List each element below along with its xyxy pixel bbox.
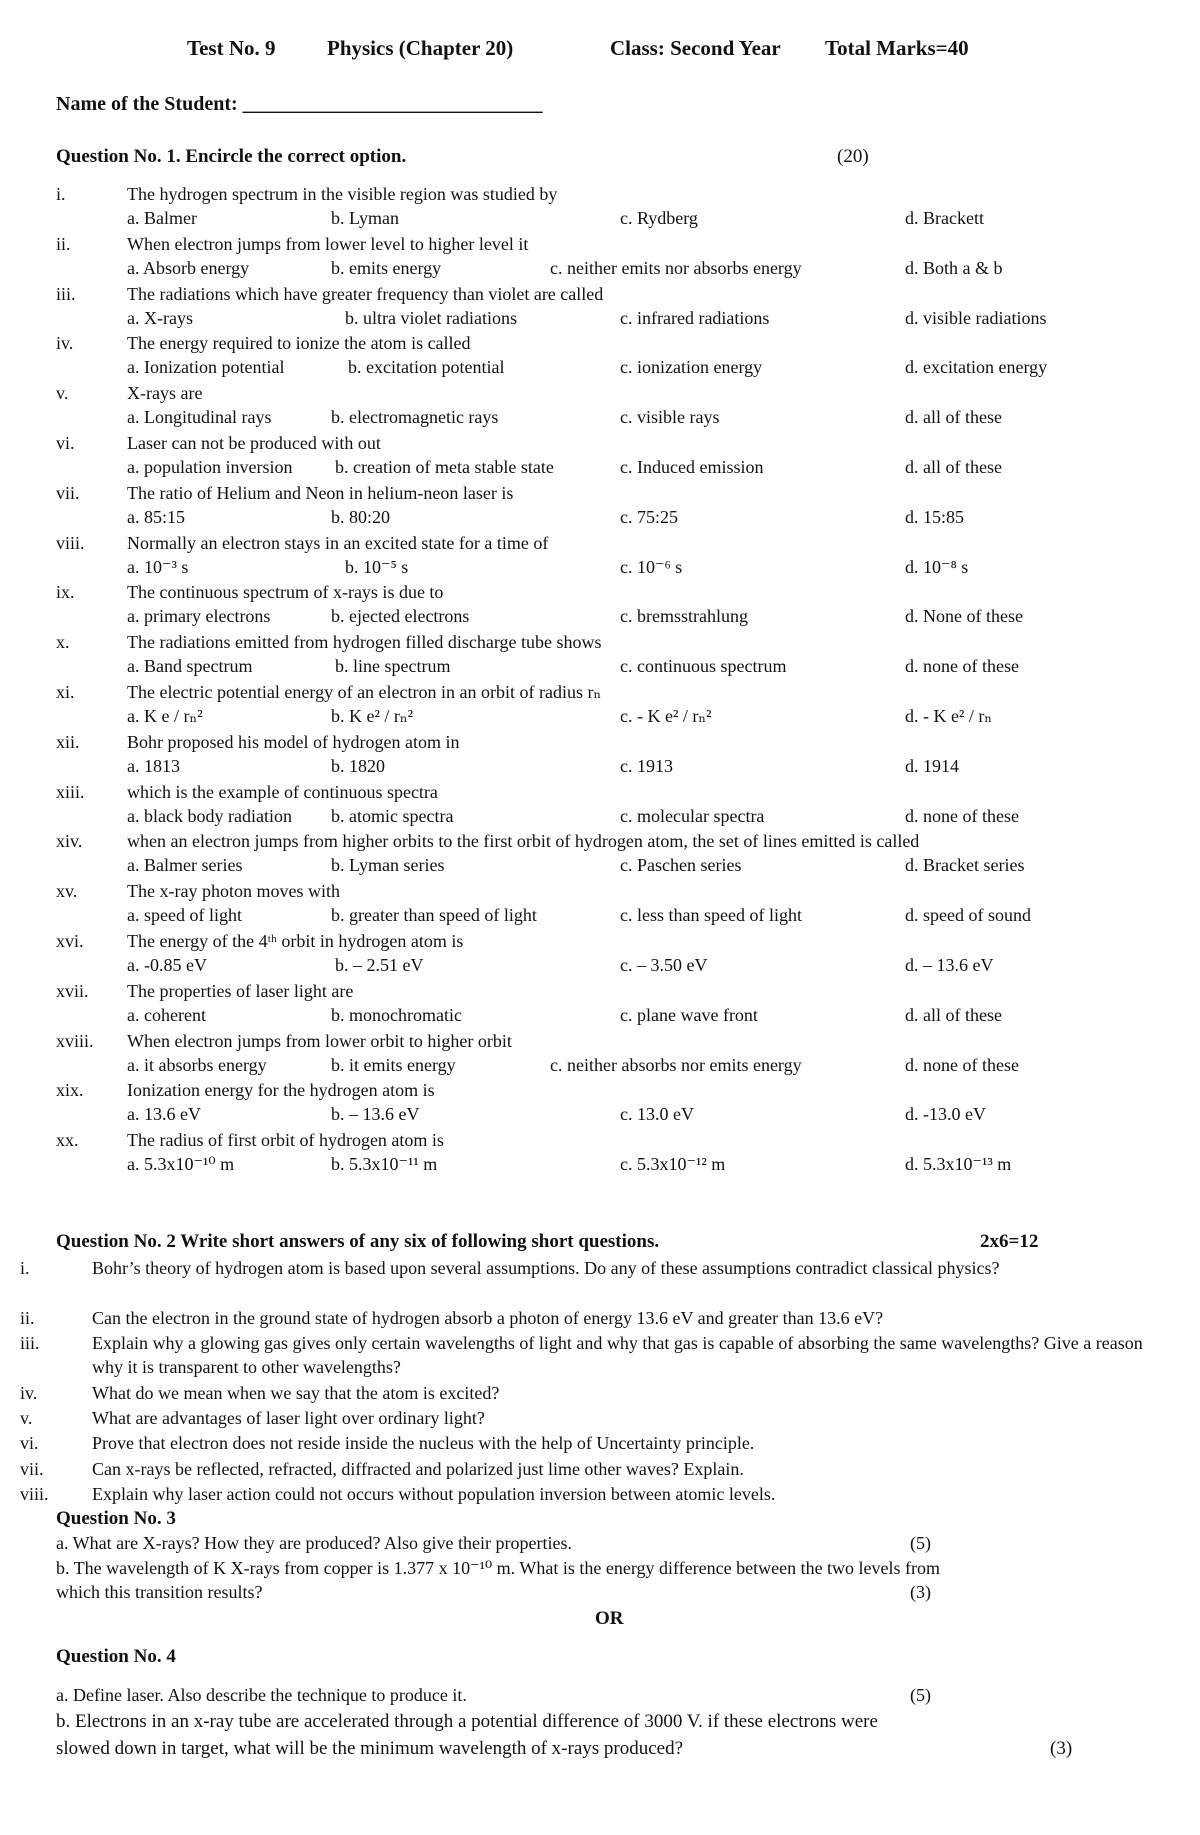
q1-option-b[interactable]: b. emits energy (331, 257, 442, 278)
q1-option-a[interactable]: a. primary electrons (127, 606, 271, 627)
q1-item-number: xvii. (56, 980, 89, 1001)
q2-list-item (20, 1306, 1152, 1330)
q1-item-number: vi. (56, 433, 75, 453)
q1-option-b[interactable]: b. K e² / rₙ² (331, 706, 414, 726)
q1-question-text: which is the example of continuous spectra (127, 781, 438, 802)
q2-item-number: v. (20, 1408, 33, 1428)
q1-question-text: The hydrogen spectrum in the visible region was studied by (127, 184, 558, 204)
q1-option-a[interactable]: a. Absorb energy (127, 257, 250, 278)
q2-item-number: vii. (20, 1459, 44, 1479)
q2-list-item (20, 1381, 1152, 1405)
q1-option-c[interactable]: c. neither absorbs nor emits energy (550, 1054, 802, 1075)
q1-option-d[interactable]: d. 15:85 (905, 506, 965, 527)
q1-marks: (20) (837, 146, 869, 167)
q1-option-c[interactable]: c. – 3.50 eV (620, 955, 708, 975)
q1-item-number: viii. (56, 532, 85, 553)
q1-option-b[interactable]: b. 80:20 (331, 506, 391, 527)
student-name-label: Name of the Student: ______________________________ (56, 93, 543, 115)
q2-item-text: What do we mean when we say that the atom is excited? (92, 1383, 500, 1403)
q1-item-number: xv. (56, 881, 78, 902)
q1-option-d[interactable]: d. all of these (905, 407, 1002, 428)
q1-item-number: xiv. (56, 831, 83, 852)
q3-part-b-marks: (3) (910, 1582, 931, 1602)
total-marks: Total Marks=40 (825, 36, 969, 60)
q1-option-d[interactable]: d. all of these (905, 457, 1002, 477)
q2-list-item (20, 1256, 1152, 1280)
q1-option-c[interactable]: c. 5.3x10⁻¹² m (620, 1154, 726, 1175)
q1-option-a[interactable]: a. black body radiation (127, 805, 292, 826)
q1-question-text: The energy required to ionize the atom is called (127, 333, 471, 354)
q1-option-d[interactable]: d. excitation energy (905, 357, 1048, 378)
q1-question-text: The radiations which have greater frequency than violet are called (127, 283, 604, 304)
q1-item-number: i. (56, 184, 66, 204)
q1-option-c[interactable]: c. continuous spectrum (620, 656, 787, 677)
q2-item-number: viii. (20, 1484, 49, 1504)
q1-option-c[interactable]: c. infrared radiations (620, 307, 770, 328)
q1-option-a[interactable]: a. 5.3x10⁻¹⁰ m (127, 1154, 235, 1175)
q1-option-c[interactable]: c. 13.0 eV (620, 1104, 694, 1125)
q1-title: Question No. 1. Encircle the correct option. (56, 146, 407, 167)
q2-item-text: Explain why laser action could not occurs without population inversion between atomic levels. (92, 1484, 776, 1504)
q1-option-b[interactable]: b. greater than speed of light (331, 905, 537, 926)
q1-option-c[interactable]: c. 1913 (620, 755, 673, 776)
q1-option-d[interactable]: d. none of these (905, 1054, 1019, 1075)
q4-part-a: a. Define laser. Also describe the technique to produce it. (56, 1685, 467, 1705)
q1-question-text: The x-ray photon moves with (127, 881, 340, 902)
q2-list-item (20, 1482, 1152, 1506)
q1-option-c[interactable]: c. molecular spectra (620, 805, 765, 826)
q1-option-d[interactable]: d. - K e² / rₙ (905, 706, 993, 726)
q1-option-a[interactable]: a. Longitudinal rays (127, 407, 272, 428)
q2-item-text: Can x-rays be reflected, refracted, diffracted and polarized just lime other waves? Explain. (92, 1459, 744, 1479)
q1-option-b[interactable]: b. 5.3x10⁻¹¹ m (331, 1154, 438, 1175)
q1-item-number: xii. (56, 731, 80, 752)
q4-part-b-line1: b. Electrons in an x-ray tube are accelerated through a potential difference of 3000 V. if these electrons were (56, 1711, 878, 1732)
q1-option-c[interactable]: c. neither emits nor absorbs energy (550, 257, 802, 278)
q2-list-item (20, 1431, 1152, 1455)
q1-option-b[interactable]: b. Lyman series (331, 855, 445, 876)
q1-option-a[interactable]: a. -0.85 eV (127, 955, 207, 975)
q1-option-b[interactable]: b. line spectrum (335, 656, 451, 677)
q1-question-text: The energy of the 4ᵗʰ orbit in hydrogen atom is (127, 931, 464, 951)
q3-part-b-line2: which this transition results? (56, 1582, 263, 1602)
q1-option-d[interactable]: d. – 13.6 eV (905, 955, 994, 975)
q1-option-b[interactable]: b. it emits energy (331, 1054, 456, 1075)
q1-question-text: Ionization energy for the hydrogen atom is (127, 1080, 435, 1101)
q2-marks: 2x6=12 (980, 1231, 1039, 1252)
q1-option-d[interactable]: d. 10⁻⁸ s (905, 556, 969, 577)
q1-option-d[interactable]: d. speed of sound (905, 905, 1031, 926)
q1-option-d[interactable]: d. none of these (905, 805, 1019, 826)
q1-item-number: ix. (56, 582, 75, 603)
q1-option-b[interactable]: b. Lyman (331, 208, 399, 228)
q1-option-a[interactable]: a. K e / rₙ² (127, 706, 203, 726)
test-number: Test No. 9 (187, 36, 276, 60)
q1-option-d[interactable]: d. 1914 (905, 755, 959, 776)
q1-option-d[interactable]: d. Brackett (905, 208, 984, 228)
q1-option-c[interactable]: c. 75:25 (620, 506, 678, 527)
q1-option-a[interactable]: a. speed of light (127, 905, 242, 926)
q1-question-text: The continuous spectrum of x-rays is due to (127, 582, 444, 603)
q1-option-c[interactable]: c. plane wave front (620, 1004, 758, 1025)
q1-option-a[interactable]: a. coherent (127, 1004, 206, 1025)
q1-option-d[interactable]: d. Bracket series (905, 855, 1025, 876)
q1-option-d[interactable]: d. visible radiations (905, 307, 1047, 328)
q4-part-b-line2: slowed down in target, what will be the minimum wavelength of x-rays produced? (56, 1738, 684, 1759)
q1-item-number: iii. (56, 283, 76, 304)
q1-option-c[interactable]: c. ionization energy (620, 357, 763, 378)
q1-question-text: The radius of first orbit of hydrogen atom is (127, 1130, 444, 1151)
q1-option-b[interactable]: b. excitation potential (348, 357, 505, 378)
q1-option-a[interactable]: a. 85:15 (127, 506, 185, 527)
q1-option-a[interactable]: a. Balmer series (127, 855, 243, 876)
q4-part-a-marks: (5) (910, 1685, 931, 1705)
q1-option-c[interactable]: c. 10⁻⁶ s (620, 556, 683, 577)
q1-option-c[interactable]: c. Rydberg (620, 208, 698, 228)
q4-part-b-marks: (3) (1050, 1738, 1073, 1759)
q1-option-c[interactable]: c. visible rays (620, 407, 720, 428)
q1-option-b[interactable]: b. ejected electrons (331, 606, 470, 627)
q2-list-item (20, 1331, 1152, 1379)
q1-item-number: xviii. (56, 1030, 94, 1051)
subject-title: Physics (Chapter 20) (327, 36, 514, 60)
q1-item-number: x. (56, 632, 70, 653)
q1-option-d[interactable]: d. -13.0 eV (905, 1104, 986, 1125)
q1-option-b[interactable]: b. electromagnetic rays (331, 407, 499, 428)
q1-question-text: When electron jumps from lower orbit to higher orbit (127, 1030, 512, 1051)
q3-part-a: a. What are X-rays? How they are produced? Also give their properties. (56, 1533, 572, 1553)
q1-item-number: xix. (56, 1080, 84, 1101)
q2-item-number: ii. (20, 1308, 35, 1328)
q1-item-number: xx. (56, 1130, 79, 1151)
q1-item-number: ii. (56, 233, 71, 254)
class-label: Class: Second Year (610, 36, 781, 60)
q1-option-d[interactable]: d. Both a & b (905, 257, 1003, 278)
q1-question-text: The radiations emitted from hydrogen filled discharge tube shows (127, 632, 602, 653)
q2-item-number: i. (20, 1258, 30, 1278)
q1-question-text: The properties of laser light are (127, 980, 354, 1001)
q1-option-c[interactable]: c. Paschen series (620, 855, 742, 876)
q1-question-text: Bohr proposed his model of hydrogen atom in (127, 731, 460, 752)
q1-option-b[interactable]: b. 1820 (331, 755, 385, 776)
q2-item-number: vi. (20, 1433, 39, 1453)
q1-item-number: vii. (56, 482, 80, 503)
q1-question-text: X-rays are (127, 383, 203, 404)
q2-item-text: Can the electron in the ground state of hydrogen absorb a photon of energy 13.6 eV and greater than 13.6 eV? (92, 1308, 884, 1328)
q2-title: Question No. 2 Write short answers of any six of following short questions. (56, 1231, 660, 1252)
q1-item-number: iv. (56, 333, 74, 354)
q2-list-item (20, 1457, 1152, 1481)
q1-option-d[interactable]: d. none of these (905, 656, 1019, 677)
q1-question-text: Normally an electron stays in an excited state for a time of (127, 532, 549, 553)
q2-item-text: Explain why a glowing gas gives only certain wavelengths of light and why that gas is capable of absorbing the same wavelengths? Give a reason why it is transparent to other wavelengths? (92, 1333, 1143, 1377)
q1-option-a[interactable]: a. Ionization potential (127, 357, 285, 378)
q3-title: Question No. 3 (56, 1508, 176, 1529)
q1-item-number: xi. (56, 682, 75, 702)
q3-part-b-line1: b. The wavelength of K X-rays from copper is 1.377 x 10⁻¹⁰ m. What is the energy difference between the two levels from (56, 1558, 941, 1578)
q1-option-a[interactable]: a. 13.6 eV (127, 1104, 201, 1125)
q1-option-b[interactable]: b. creation of meta stable state (335, 457, 554, 477)
q1-item-number: xvi. (56, 931, 84, 951)
q2-item-text: What are advantages of laser light over ordinary light? (92, 1408, 485, 1428)
q1-option-b[interactable]: b. – 2.51 eV (335, 955, 424, 975)
q1-item-number: xiii. (56, 781, 85, 802)
q1-option-b[interactable]: b. 10⁻⁵ s (345, 556, 409, 577)
q1-item-number: v. (56, 383, 69, 404)
or-separator: OR (595, 1608, 624, 1629)
q1-question-text: The electric potential energy of an electron in an orbit of radius rₙ (127, 682, 602, 702)
q1-option-a[interactable]: a. X-rays (127, 307, 193, 328)
q2-item-text: Bohr’s theory of hydrogen atom is based upon several assumptions. Do any of these assumptions contradict classical physics? (92, 1258, 1000, 1278)
q1-option-b[interactable]: b. – 13.6 eV (331, 1104, 420, 1125)
q1-option-a[interactable]: a. 1813 (127, 755, 180, 776)
q1-option-a[interactable]: a. Band spectrum (127, 656, 253, 677)
q1-option-d[interactable]: d. 5.3x10⁻¹³ m (905, 1154, 1012, 1175)
q1-option-d[interactable]: d. None of these (905, 606, 1023, 627)
q1-option-b[interactable]: b. monochromatic (331, 1004, 462, 1025)
q2-item-number: iv. (20, 1383, 38, 1403)
q1-option-d[interactable]: d. all of these (905, 1004, 1002, 1025)
q1-option-b[interactable]: b. ultra violet radiations (345, 307, 517, 328)
q1-option-c[interactable]: c. less than speed of light (620, 905, 802, 926)
q3-part-a-marks: (5) (910, 1533, 931, 1553)
q1-option-a[interactable]: a. Balmer (127, 208, 197, 228)
q1-question-text: When electron jumps from lower level to higher level it (127, 233, 529, 254)
q1-option-c[interactable]: c. bremsstrahlung (620, 606, 748, 627)
q1-option-a[interactable]: a. 10⁻³ s (127, 556, 189, 577)
q2-item-number: iii. (20, 1333, 40, 1353)
q1-question-text: The ratio of Helium and Neon in helium-neon laser is (127, 482, 514, 503)
q1-option-c[interactable]: c. Induced emission (620, 457, 764, 477)
q4-title: Question No. 4 (56, 1646, 176, 1667)
q1-option-b[interactable]: b. atomic spectra (331, 805, 454, 826)
q1-option-a[interactable]: a. population inversion (127, 457, 293, 477)
q2-item-text: Prove that electron does not reside inside the nucleus with the help of Uncertainty principle. (92, 1433, 755, 1453)
q1-option-a[interactable]: a. it absorbs energy (127, 1054, 267, 1075)
q2-list-item (20, 1406, 1152, 1430)
q1-option-c[interactable]: c. - K e² / rₙ² (620, 706, 712, 726)
q1-question-text: when an electron jumps from higher orbits to the first orbit of hydrogen atom, the set of lines emitted is called (127, 831, 920, 852)
q1-question-text: Laser can not be produced with out (127, 433, 381, 453)
